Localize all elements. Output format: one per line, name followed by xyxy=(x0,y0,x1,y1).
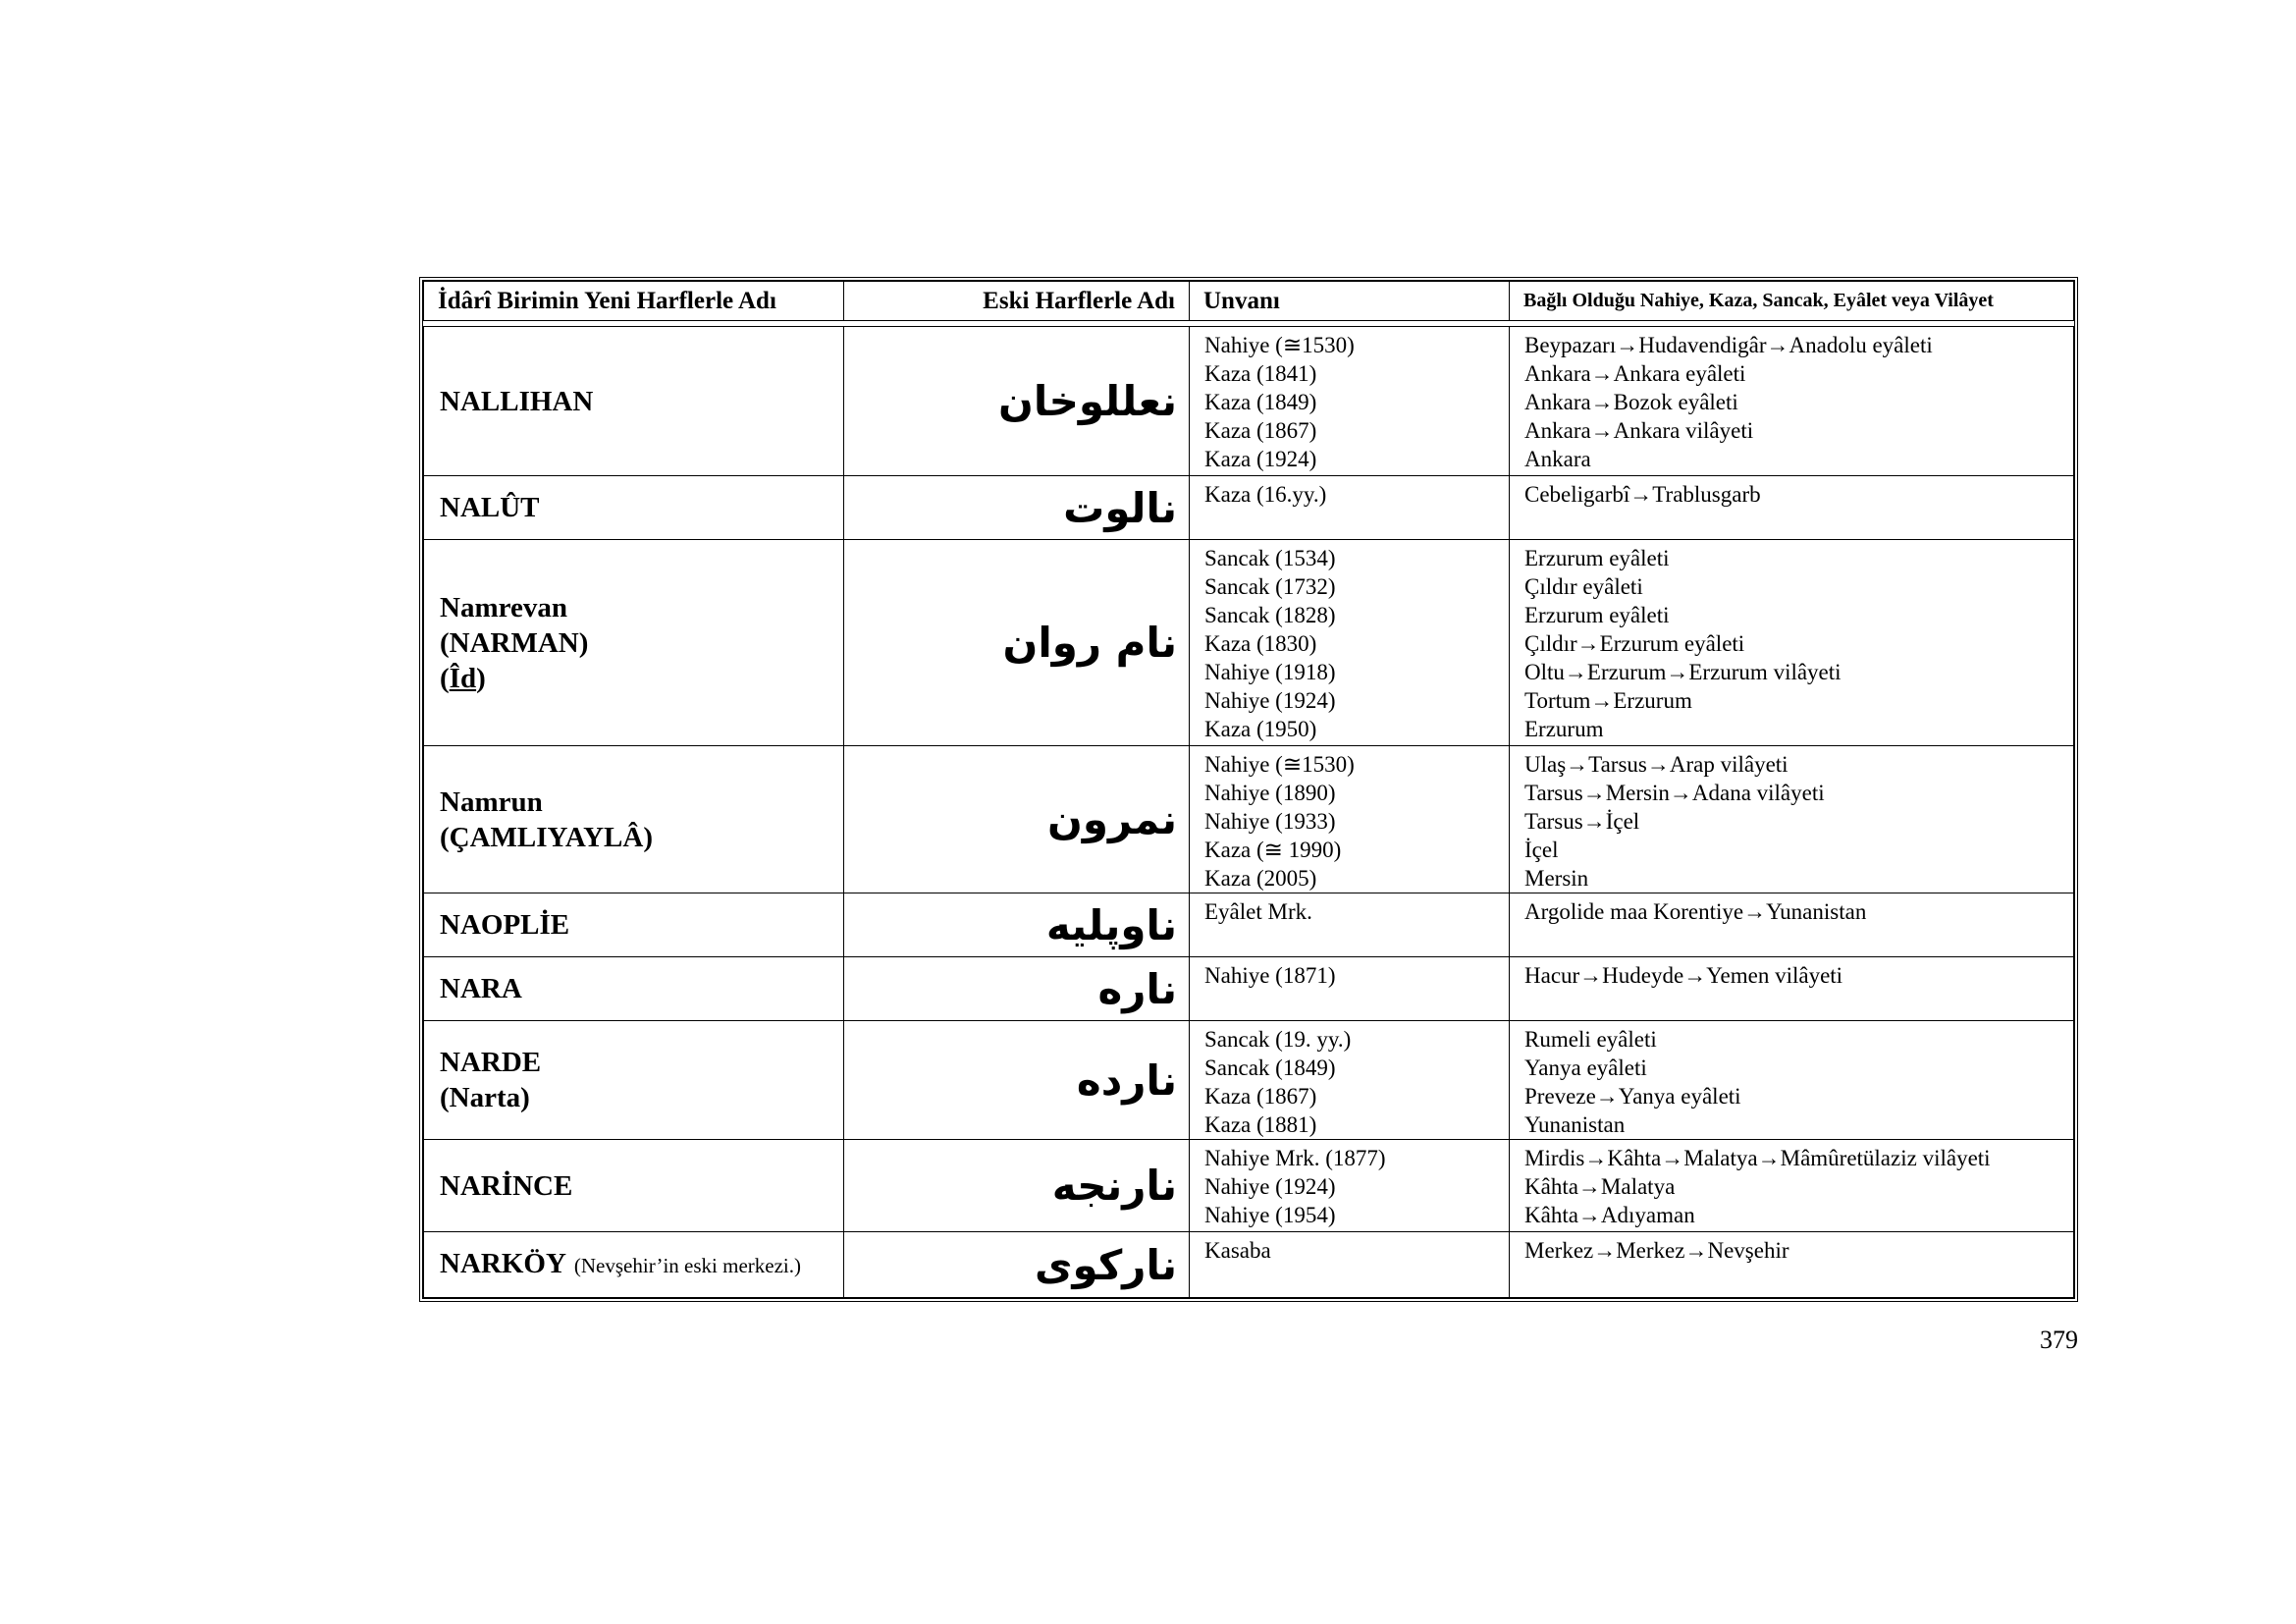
title-line: Kaza (≅ 1990) xyxy=(1204,838,1342,862)
title-cell xyxy=(1190,957,1510,1021)
title-line: Eyâlet Mrk. xyxy=(1204,899,1312,924)
link-line: Ankara→Ankara vilâyeti xyxy=(1524,418,1754,443)
link-cell xyxy=(1510,540,2074,746)
link-line: Erzurum eyâleti xyxy=(1524,546,1670,570)
table-body xyxy=(424,327,2074,1298)
link-cell xyxy=(1510,1140,2074,1232)
title-line: Kaza (2005) xyxy=(1204,866,1317,891)
old-name-cell: نارنجه xyxy=(844,1140,1190,1232)
link-line: Mirdis→Kâhta→Malatya→Mâmûretülaziz vilâyeti xyxy=(1524,1146,1991,1170)
title-line: Sancak (1534) xyxy=(1204,546,1336,570)
title-line: Nahiye (1933) xyxy=(1204,809,1336,834)
link-line: Kâhta→Adıyaman xyxy=(1524,1203,1695,1227)
new-name-line: Namrun xyxy=(440,785,543,818)
header-title: Unvanı xyxy=(1190,282,1510,321)
link-cell xyxy=(1510,476,2074,540)
title-line: Kaza (1881) xyxy=(1204,1112,1317,1137)
old-name-cell: نام روان xyxy=(844,540,1190,746)
new-name-line: NARA xyxy=(440,973,522,1004)
old-name-cell: نالوت xyxy=(844,476,1190,540)
new-name-cell xyxy=(424,1140,844,1232)
new-name-cell xyxy=(424,476,844,540)
title-line: Sancak (19. yy.) xyxy=(1204,1027,1352,1052)
title-cell xyxy=(1190,893,1510,957)
new-name-line: NALÛT xyxy=(440,492,540,523)
link-line: Oltu→Erzurum→Erzurum vilâyeti xyxy=(1524,660,1842,684)
link-line: Yanya eyâleti xyxy=(1524,1056,1647,1080)
title-line: Kaza (1830) xyxy=(1204,631,1317,656)
old-name-cell: نارده xyxy=(844,1021,1190,1140)
link-line: Çıldır→Erzurum eyâleti xyxy=(1524,631,1745,656)
link-cell xyxy=(1510,893,2074,957)
title-line: Nahiye (1924) xyxy=(1204,1174,1336,1199)
new-name-line: NARDE xyxy=(440,1047,542,1078)
new-name-line: Namrevan xyxy=(440,591,567,623)
title-line: Nahiye (1871) xyxy=(1204,963,1336,988)
title-line: Nahiye (≅1530) xyxy=(1204,333,1355,357)
table-row xyxy=(424,1140,2074,1232)
link-line: Ankara xyxy=(1524,447,1591,471)
title-line: Sancak (1732) xyxy=(1204,574,1336,599)
old-name-cell: نعللوخان xyxy=(844,327,1190,476)
link-line: Cebeligarbî→Trablusgarb xyxy=(1524,482,1761,507)
title-line: Nahiye Mrk. (1877) xyxy=(1204,1146,1386,1170)
link-line: Beypazarı→Hudavendigâr→Anadolu eyâleti xyxy=(1524,333,1933,357)
table-row xyxy=(424,1021,2074,1140)
title-cell xyxy=(1190,1140,1510,1232)
new-name-line: (Narta) xyxy=(440,1082,530,1113)
title-cell xyxy=(1190,1232,1510,1298)
new-name-line: NARİNCE xyxy=(440,1169,573,1202)
header-old-name: Eski Harflerle Adı xyxy=(844,282,1190,321)
link-cell xyxy=(1510,1021,2074,1140)
link-line: Argolide maa Korentiye→Yunanistan xyxy=(1524,899,1867,924)
link-line: Merkez→Merkez→Nevşehir xyxy=(1524,1238,1789,1263)
header-link: Bağlı Olduğu Nahiye, Kaza, Sancak, Eyâlet veya Vilâyet xyxy=(1510,282,2074,321)
new-name-line: (Îd) xyxy=(440,662,486,694)
title-cell xyxy=(1190,1021,1510,1140)
new-name-cell xyxy=(424,327,844,476)
link-cell xyxy=(1510,746,2074,893)
link-line: Hacur→Hudeyde→Yemen vilâyeti xyxy=(1524,963,1843,988)
title-cell xyxy=(1190,327,1510,476)
title-line: Nahiye (≅1530) xyxy=(1204,752,1355,777)
title-line: Kaza (1950) xyxy=(1204,717,1317,741)
link-line: Tortum→Erzurum xyxy=(1524,688,1692,713)
link-line: Tarsus→İçel xyxy=(1524,809,1640,834)
new-name-line: (ÇAMLIYAYLÂ) xyxy=(440,821,653,853)
link-line: Rumeli eyâleti xyxy=(1524,1027,1657,1052)
underlined-text: Îd xyxy=(449,662,477,694)
link-line: Ankara→Ankara eyâleti xyxy=(1524,361,1746,386)
link-line: Kâhta→Malatya xyxy=(1524,1174,1676,1199)
table-row xyxy=(424,540,2074,746)
old-name-cell: ناره xyxy=(844,957,1190,1021)
link-line: Erzurum xyxy=(1524,717,1604,741)
new-name-cell xyxy=(424,957,844,1021)
link-line: Yunanistan xyxy=(1524,1112,1626,1137)
link-line: Ulaş→Tarsus→Arap vilâyeti xyxy=(1524,752,1789,777)
table-row xyxy=(424,327,2074,476)
title-line: Kaza (1849) xyxy=(1204,390,1317,414)
new-name-note: (Nevşehir’in eski merkezi.) xyxy=(573,1254,801,1277)
new-name-cell xyxy=(424,1232,844,1298)
new-name-cell xyxy=(424,746,844,893)
title-line: Nahiye (1924) xyxy=(1204,688,1336,713)
link-line: Erzurum eyâleti xyxy=(1524,603,1670,627)
new-name-cell xyxy=(424,1021,844,1140)
link-line: İçel xyxy=(1524,838,1559,862)
title-line: Kaza (1867) xyxy=(1204,418,1317,443)
link-line: Çıldır eyâleti xyxy=(1524,574,1643,599)
title-cell xyxy=(1190,476,1510,540)
title-line: Kaza (16.yy.) xyxy=(1204,482,1327,507)
link-cell xyxy=(1510,957,2074,1021)
new-name-line: (NARMAN) xyxy=(440,626,589,659)
title-line: Kaza (1867) xyxy=(1204,1084,1317,1109)
table-row xyxy=(424,476,2074,540)
link-line: Ankara→Bozok eyâleti xyxy=(1524,390,1738,414)
old-name-cell: ناركوى xyxy=(844,1232,1190,1298)
admin-units-table-frame xyxy=(419,277,2078,1302)
link-line: Mersin xyxy=(1524,866,1589,891)
title-line: Sancak (1849) xyxy=(1204,1056,1336,1080)
title-line: Kaza (1841) xyxy=(1204,361,1317,386)
title-line: Nahiye (1890) xyxy=(1204,781,1336,805)
title-cell xyxy=(1190,540,1510,746)
table-header-row xyxy=(424,282,2074,321)
link-cell xyxy=(1510,327,2074,476)
new-name-line: NALLIHAN xyxy=(440,385,594,417)
new-name-line: NARKÖY xyxy=(440,1248,566,1279)
title-line: Nahiye (1918) xyxy=(1204,660,1336,684)
new-name-cell xyxy=(424,540,844,746)
old-name-cell: نمرون xyxy=(844,746,1190,893)
table-row xyxy=(424,893,2074,957)
link-cell xyxy=(1510,1232,2074,1298)
admin-units-table xyxy=(423,281,2074,1298)
table-row xyxy=(424,746,2074,893)
old-name-cell: ناوپليه xyxy=(844,893,1190,957)
link-line: Preveze→Yanya eyâleti xyxy=(1524,1084,1741,1109)
link-line: Tarsus→Mersin→Adana vilâyeti xyxy=(1524,781,1825,805)
title-cell xyxy=(1190,746,1510,893)
table-row xyxy=(424,1232,2074,1298)
header-new-name: İdârî Birimin Yeni Harflerle Adı xyxy=(424,282,844,321)
table-row xyxy=(424,957,2074,1021)
title-line: Sancak (1828) xyxy=(1204,603,1336,627)
new-name-line: NAOPLİE xyxy=(440,909,570,941)
title-line: Kasaba xyxy=(1204,1238,1271,1263)
page-number: 379 xyxy=(2040,1326,2078,1354)
title-line: Kaza (1924) xyxy=(1204,447,1317,471)
title-line: Nahiye (1954) xyxy=(1204,1203,1336,1227)
new-name-cell xyxy=(424,893,844,957)
